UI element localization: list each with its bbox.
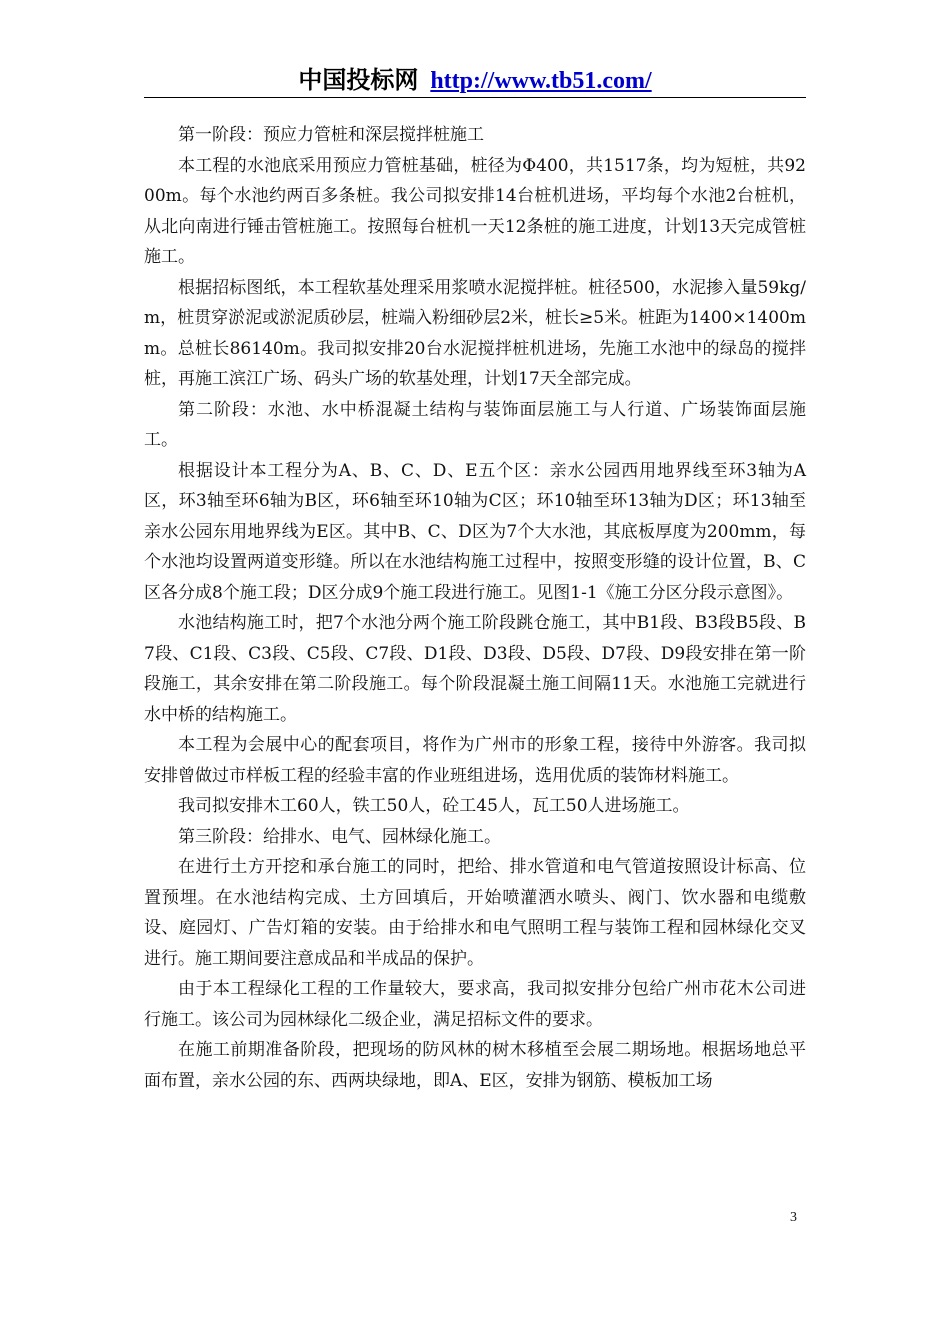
page-number: 3 (790, 1210, 797, 1225)
paragraph: 水池结构施工时，把7个水池分两个施工阶段跳仓施工，其中B1段、B3段B5段、B7段、C1段、C3段、C5段、C7段、D1段、D3段、D5段、D7段、D9段安排在第一阶段施工，其余安排在第二阶段施工。每个阶段混凝土施工间隔11天。水池施工完就进行水中桥的结构施工。 (144, 613, 806, 725)
header-url-link[interactable]: http://www.tb51.com/ (430, 68, 652, 94)
paragraph: 在进行土方开挖和承台施工的同时，把给、排水管道和电气管道按照设计标高、位置预埋。在水池结构完成、土方回填后，开始喷灌洒水喷头、阀门、饮水器和电缆敷设、庭园灯、广告灯箱的安装。由于给排水和电气照明工程与装饰工程和园林绿化交叉进行。施工期间要注意成品和半成品的保护。 (144, 857, 806, 969)
header-site-name: 中国投标网 (298, 66, 419, 94)
page-header (144, 60, 806, 101)
paragraph: 本工程的水池底采用预应力管桩基础，桩径为Φ400，共1517条，均为短桩，共9200m。每个水池约两百多条桩。我公司拟安排14台桩机进场，平均每个水池2台桩机，从北向南进行锤击管桩施工。按照每台桩机一天12条桩的施工进度，计划13天完成管桩施工。 (144, 155, 806, 267)
paragraph: 我司拟安排木工60人，铁工50人，砼工45人，瓦工50人进场施工。 (178, 796, 690, 816)
paragraph: 根据设计本工程分为A、B、C、D、E五个区：亲水公园西用地界线至环3轴为A区，环3轴至环6轴为B区，环6轴至环10轴为C区；环10轴至环13轴为D区；环13轴至亲水公园东用地界线为E区。其中B、C、D区为7个大水池，其底板厚度为200mm，每个水池均设置两道变形缝。所以在水池结构施工过程中，按照变形缝的设计位置，B、C区各分成8个施工段；D区分成9个施工段进行施工。见图1-1《施工分区分段示意图》。 (144, 460, 806, 603)
paragraph: 由于本工程绿化工程的工作量较大，要求高，我司拟安排分包给广州市花木公司进行施工。该公司为园林绿化二级企业，满足招标文件的要求。 (144, 979, 806, 1030)
header-rule (144, 97, 806, 98)
paragraph: 在施工前期准备阶段，把现场的防风林的树木移植至会展二期场地。根据场地总平面布置，亲水公园的东、西两块绿地，即A、E区，安排为钢筋、模板加工场 (144, 1040, 806, 1091)
paragraph: 第三阶段：给排水、电气、园林绿化施工。 (178, 826, 501, 847)
document-body (144, 120, 806, 1096)
paragraph: 本工程为会展中心的配套项目，将作为广州市的形象工程，接待中外游客。我司拟安排曾做过市样板工程的经验丰富的作业班组进场，选用优质的装饰材料施工。 (144, 735, 806, 786)
paragraph: 根据招标图纸，本工程软基处理采用浆喷水泥搅拌桩。桩径500，水泥掺入量59kg/m，桩贯穿淤泥或淤泥质砂层，桩端入粉细砂层2米，桩长≥5米。桩距为1400×1400mm。总桩长86140m。我司拟安排20台水泥搅拌桩机进场，先施工水池中的绿岛的搅拌桩，再施工滨江广场、码头广场的软基处理，计划17天全部完成。 (144, 277, 806, 389)
paragraph: 第二阶段：水池、水中桥混凝土结构与装饰面层施工与人行道、广场装饰面层施工。 (144, 399, 806, 450)
paragraph: 第一阶段：预应力管桩和深层搅拌桩施工 (178, 125, 484, 145)
